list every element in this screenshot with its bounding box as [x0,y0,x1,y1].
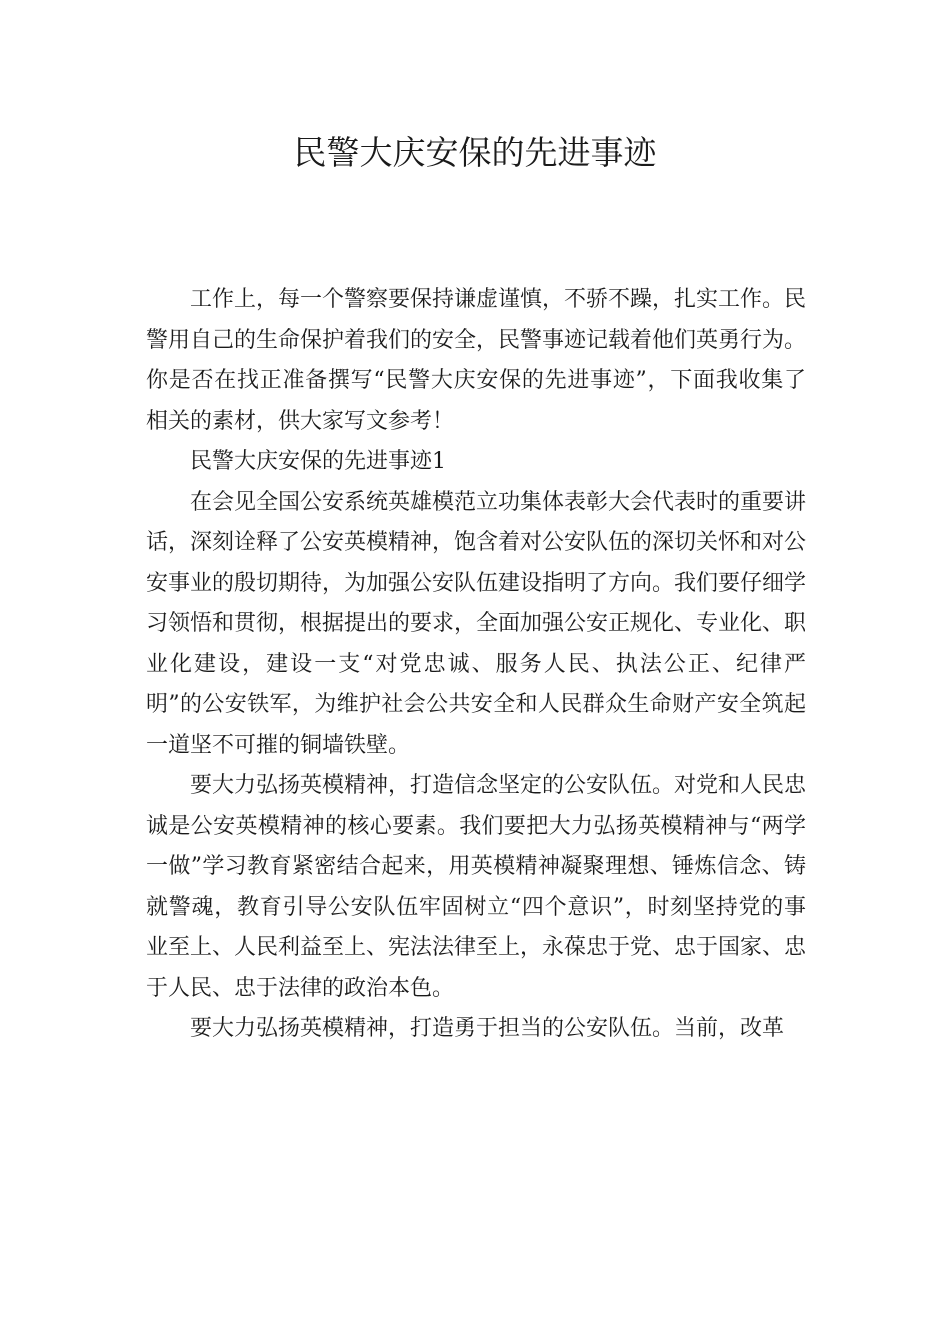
paragraph-intro: 工作上，每一个警察要保持谦虚谨慎，不骄不躁，扎实工作。民警用自己的生命保护着我们的安全，民警事迹记载着他们英勇行为。你是否在找正准备撰写“民警大庆安保的先进事迹”，下面我收集了相关的素材，供大家写文参考！ [146,287,807,434]
paragraph: 要大力弘扬英模精神，打造信念坚定的公安队伍。对党和人民忠诚是公安英模精神的核心要素。我们要把大力弘扬英模精神与“两学一做”学习教育紧密结合起来，用英模精神凝聚理想、锤炼信念、铸就警魂，教育引导公安队伍牢固树立“四个意识”，时刻坚持党的事业至上、人民利益至上、宪法法律至上，永葆忠于党、忠于国家、忠于人民、忠于法律的政治本色。 [146,773,807,1001]
section-heading: 民警大庆安保的先进事迹1 [190,449,446,474]
document-body [146,280,806,1050]
paragraph: 在会见全国公安系统英雄模范立功集体表彰大会代表时的重要讲话，深刻诠释了公安英模精神，饱含着对公安队伍的深切关怀和对公安事业的殷切期待，为加强公安队伍建设指明了方向。我们要仔细学习领悟和贯彻，根据提出的要求，全面加强公安正规化、专业化、职业化建设，建设一支“对党忠诚、服务人民、执法公正、纪律严明”的公安铁军，为维护社会公共安全和人民群众生命财产安全筑起一道坚不可摧的铜墙铁壁。 [146,489,807,758]
paragraph: 要大力弘扬英模精神，打造勇于担当的公安队伍。当前，改革 [190,1016,785,1041]
document-title: 民警大庆安保的先进事迹 [293,133,657,172]
